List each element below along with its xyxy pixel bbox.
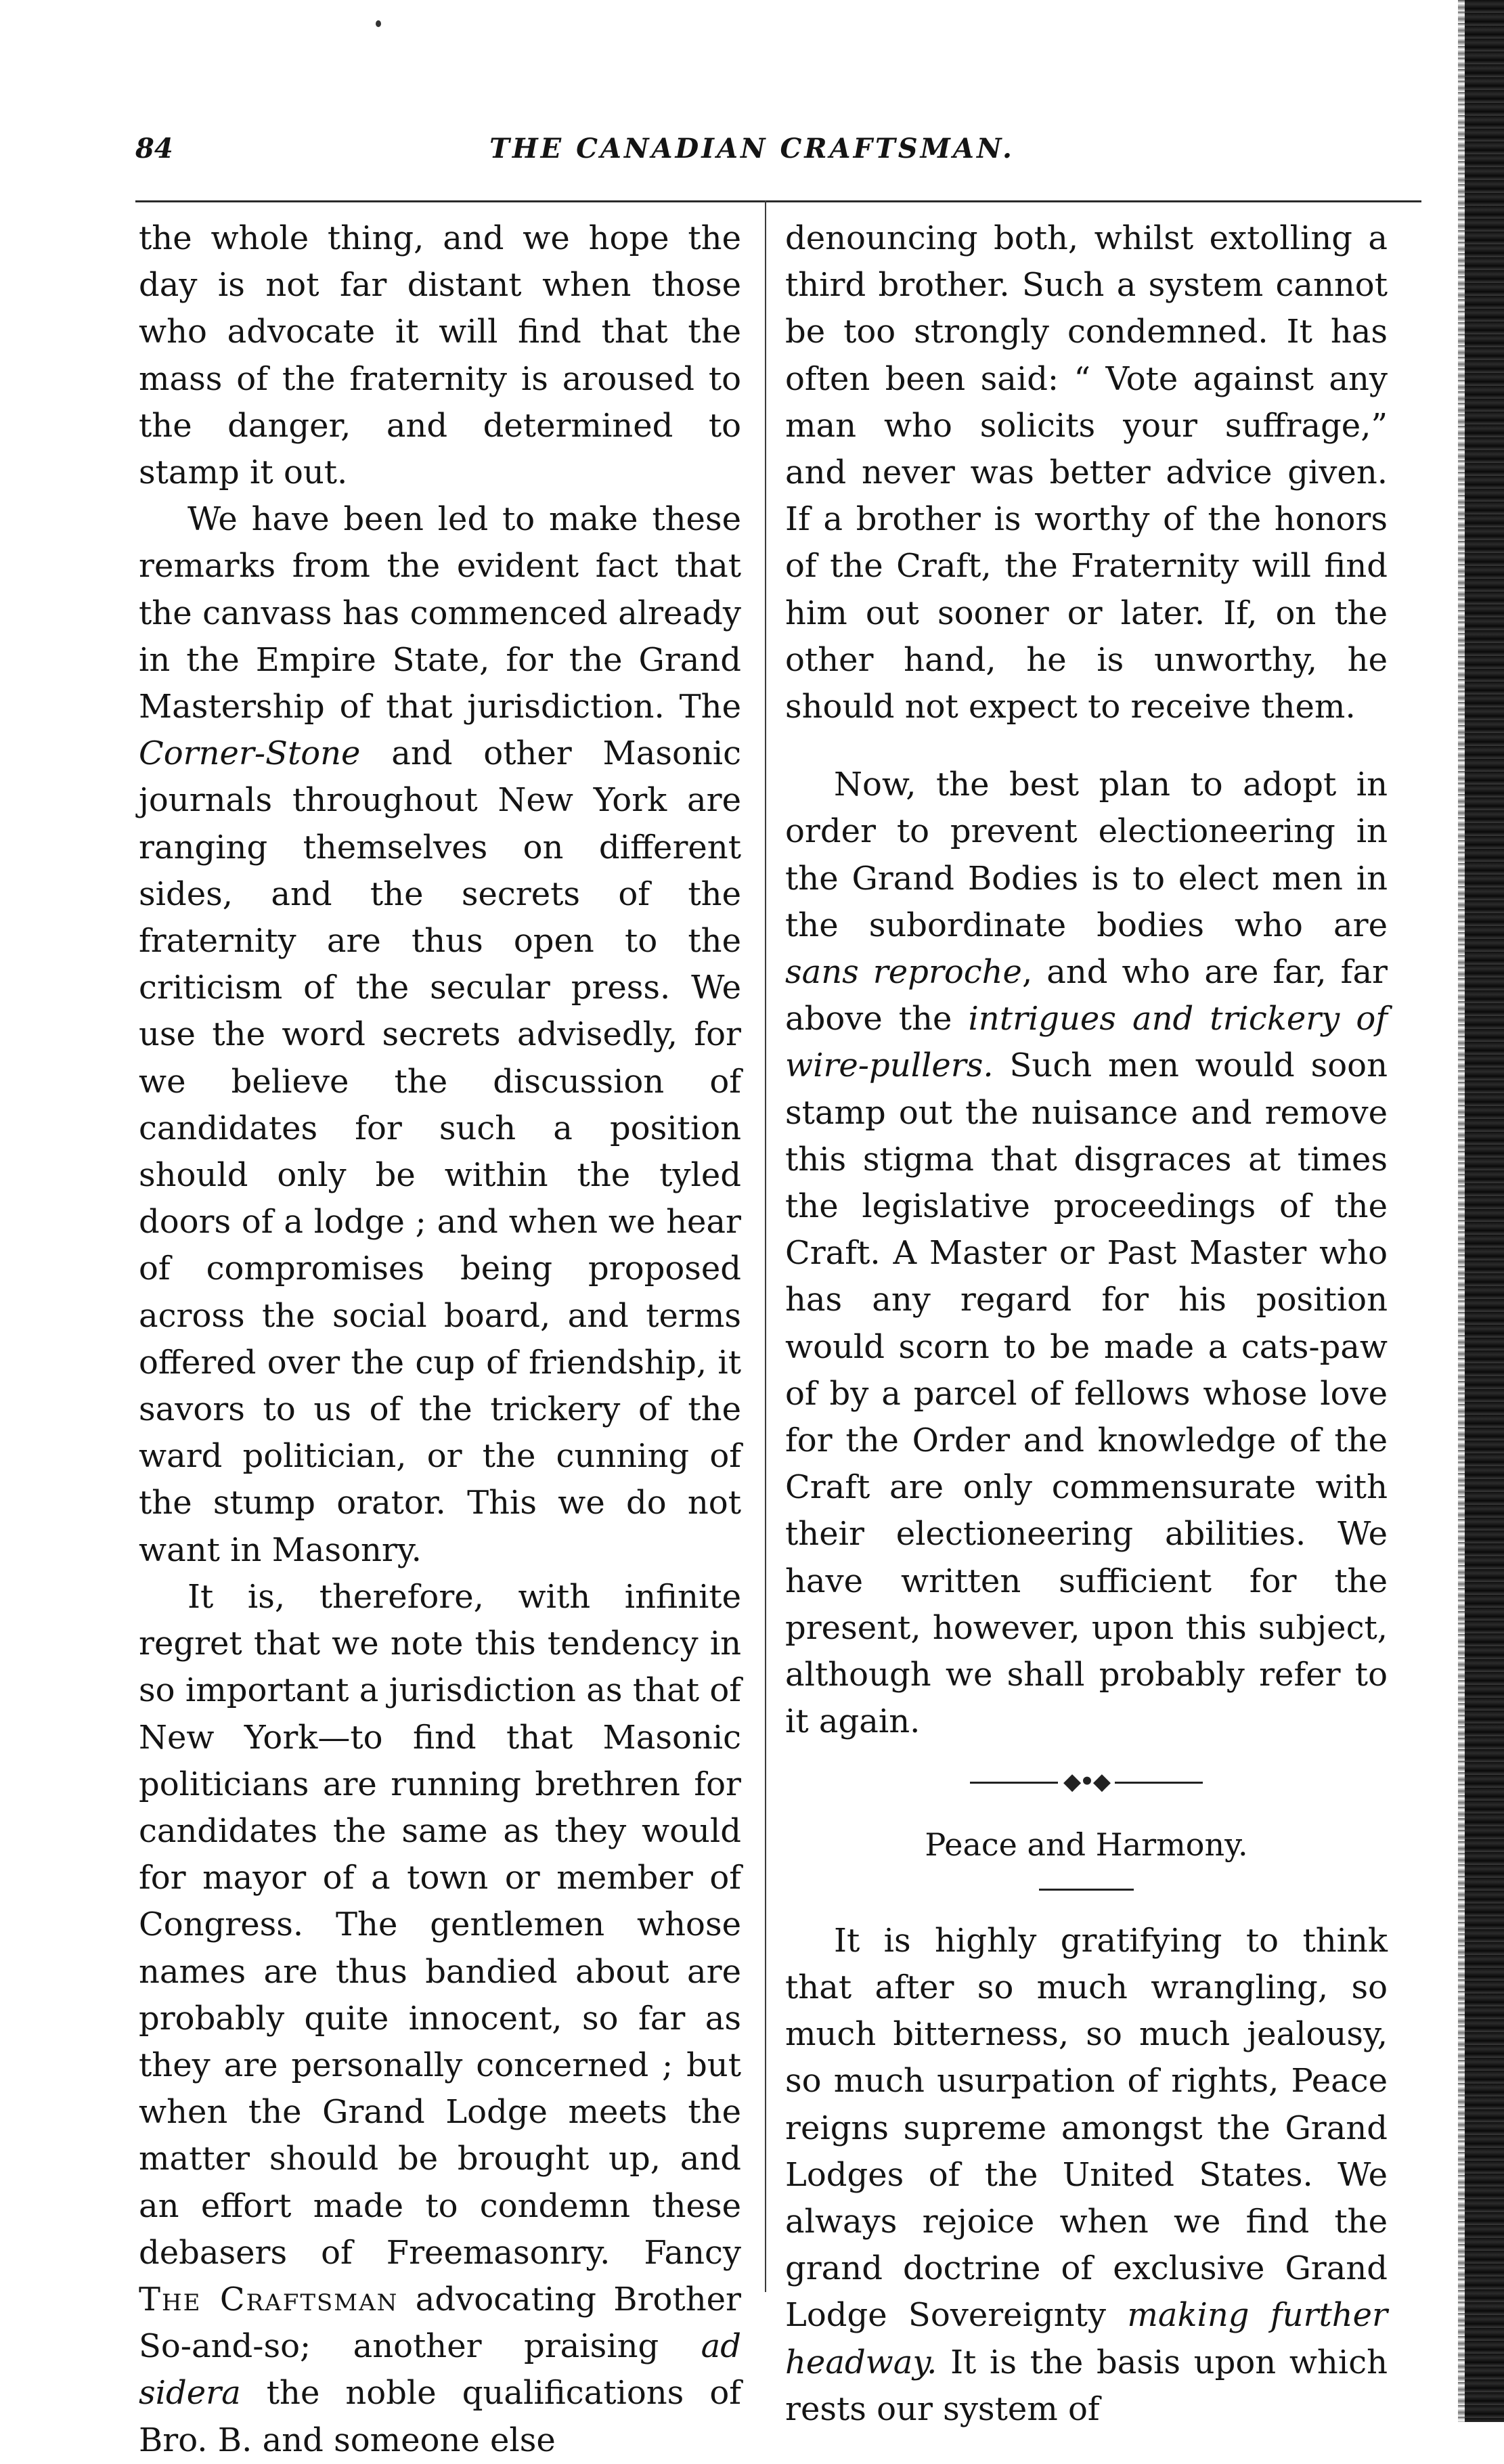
right-p1-text: denouncing both, whilst extolling a third brother. Such a system cannot be too strongly condemned. It has often been said: “ Vote against any man who solicits your suffrage,” and never was better advice given. If a brother is worthy of the honors of the Craft, the Fraternity will find him out sooner or later. If, on the other hand, he is unworthy, he should not expect to receive them. bbox=[785, 219, 1388, 726]
right-p2-mid: , and who are far, far above the bbox=[785, 953, 1388, 1038]
left-p3-text: It is, therefore, with infinite regret that we note this tendency in so important a jurisdiction as that of New York—to find that Masonic politicians are running brethren for candidates the same as they would for mayor of a town or member of Congress. The gentlemen whose names are thus bandied about are probably quite innocent, so far as they are personally concerned ; but when the Grand Lodge meets the matter should be brought up, and an effort made to condemn these debasers of Freemasonry. Fancy bbox=[139, 1577, 741, 2272]
ornament-mark: ◆•◆ bbox=[1063, 1767, 1110, 1795]
right-p3-text: It is highly gratifying to think that after so much wrangling, so much bitterness, so much jealousy, so much usurpation of rights, Peace reigns supreme amongst the Grand Lodges of the United States. We always rejoice when we find the grand doctrine of exclusive Grand Lodge Sovereignty bbox=[785, 1921, 1388, 2335]
page-number: 84 bbox=[135, 133, 173, 164]
right-p2-italic-2: intrigues and trickery of wire-pullers. bbox=[785, 1000, 1388, 1085]
section-ornament bbox=[785, 1762, 1388, 1801]
ornament-line-right bbox=[1115, 1782, 1203, 1784]
left-p2-rest: and other Masonic journals throughout New York are ranging themselves on different sides, and the secrets of the fraternity are thus open to the criticism of the secular press. We use the word secrets advisedly, for we believe the discussion of candidates for such a position should only be within the tyled doors of a lodge ; and when we hear of compromises being proposed across the social board, and terms offered over the cup of friendship, it savors to us of the trickery of the ward politician, or the cunning of the stump orator. This we do not want in Masonry. bbox=[139, 734, 741, 1569]
scanned-page-edge bbox=[1465, 0, 1504, 2422]
header-rule bbox=[135, 200, 1421, 202]
right-column bbox=[785, 215, 1388, 2433]
right-p2-text: Now, the best plan to adopt in order to prevent electioneering in the Grand Bodies is to elect men in the subordinate bodies who are bbox=[785, 766, 1388, 944]
running-title: THE CANADIAN CRAFTSMAN. bbox=[489, 133, 1015, 164]
left-p3-italic: ad sidera bbox=[139, 2327, 741, 2413]
left-p3-mid: advocating Brother So-and-so; another praising bbox=[139, 2280, 741, 2366]
left-p3-smallcaps: The Craftsman bbox=[139, 2280, 399, 2318]
right-paragraph-1 bbox=[785, 215, 1388, 730]
right-paragraph-3 bbox=[785, 1918, 1388, 2433]
left-paragraph-1 bbox=[139, 215, 741, 496]
right-paragraph-2 bbox=[785, 762, 1388, 1745]
scan-speck bbox=[376, 20, 381, 27]
right-p2-rest: Such men would soon stamp out the nuisance and remove this stigma that disgraces at times the legislative proceedings of the Craft. A Master or Past Master who has any regard for his position would scorn to be made a cats-paw of by a parcel of fellows whose love for the Order and knowledge of the Craft are only commensurate with their electioneering abilities. We have written sufficient for the present, however, upon this subject, although we shall probably refer to it again. bbox=[785, 1047, 1388, 1741]
left-p1-text: the whole thing, and we hope the day is not far distant when those who advocate it will find that the mass of the fraternity is aroused to the danger, and determined to stamp it out. bbox=[139, 219, 741, 492]
right-p3-italic: making further headway. bbox=[785, 2296, 1388, 2381]
ornament-line-left bbox=[970, 1782, 1058, 1784]
left-column bbox=[139, 215, 741, 2464]
column-divider bbox=[765, 200, 766, 2292]
left-p2-italic: Corner-Stone bbox=[139, 734, 361, 773]
left-p3-end: the noble qualifications of Bro. B. and someone else bbox=[139, 2374, 741, 2459]
left-p2-text: We have been led to make these remarks from the evident fact that the canvass has commenced already in the Empire State, for the Grand Mastership of that jurisdiction. The bbox=[139, 500, 741, 726]
section-title: Peace and Harmony. bbox=[925, 1826, 1248, 1863]
left-paragraph-3 bbox=[139, 1574, 741, 2464]
right-p3-rest: It is the basis upon which rests our system of bbox=[785, 2343, 1388, 2428]
paragraph-gap bbox=[785, 730, 1388, 762]
right-p2-italic: sans reproche bbox=[785, 953, 1022, 992]
left-paragraph-2 bbox=[139, 496, 741, 1574]
section-title-rule bbox=[1039, 1889, 1134, 1891]
